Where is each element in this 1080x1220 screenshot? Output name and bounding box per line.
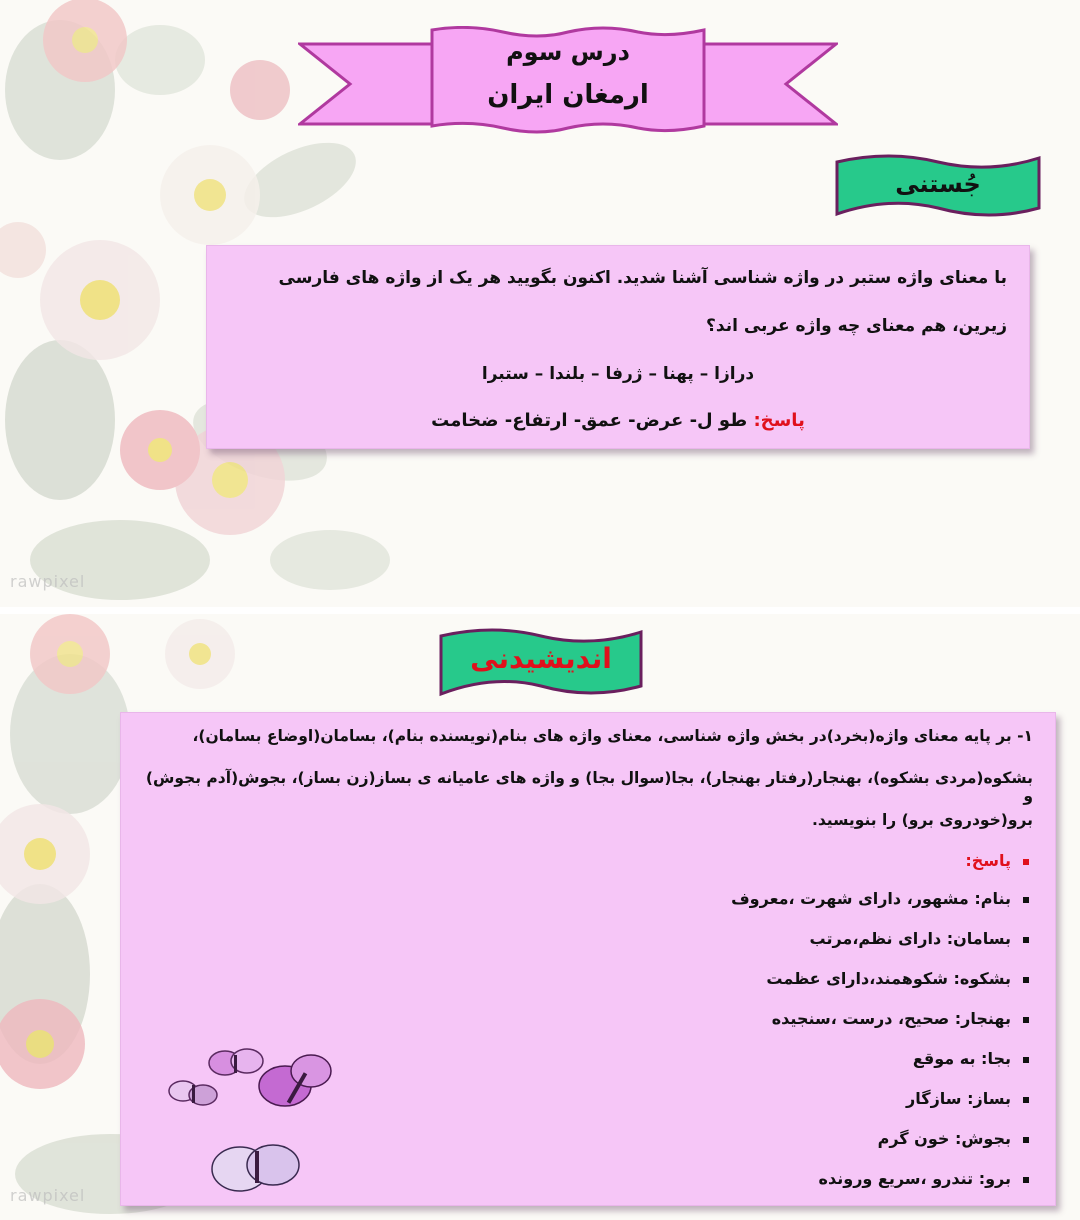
section-tag-label: جُستنی	[895, 170, 981, 198]
bullet-square-icon	[1023, 1017, 1029, 1023]
question-line-1: با معنای واژه ستبر در واژه شناسی آشنا شدید. اکنون بگویید هر یک از واژه های فارسی	[278, 268, 1007, 288]
answer-item-text: بجا: به موقع	[912, 1049, 1011, 1068]
watermark: rawpixel	[10, 1186, 86, 1205]
lesson-title: ارمغان ایران	[487, 80, 649, 110]
answer-item-text: بسامان: دارای نظم،مرتب	[809, 929, 1011, 948]
bullet-square-icon	[1023, 1137, 1029, 1143]
question-line-1: ۱- بر پایه معنای واژه(بخرد)در بخش واژه شناسی، معنای واژه های بنام(نویسنده بنام)، بسامان(اوضاع بسامان)،	[192, 727, 1033, 745]
watermark: rawpixel	[10, 572, 86, 591]
answer-item	[147, 969, 1029, 988]
section-tag-jostani	[834, 152, 1042, 220]
question-line-2: بشکوه(مردی بشکوه)، بهنجار(رفتار بهنجار)، بجا(سوال بجا) و واژه های عامیانه ی بساز(زن بساز)، بجوش(آدم بجوش) و	[145, 769, 1033, 805]
bullet-square-icon	[1023, 1097, 1029, 1103]
question-line-3: برو(خودروی برو) را بنویسید.	[811, 811, 1033, 829]
answer-item	[147, 929, 1029, 948]
content-box	[120, 712, 1056, 1206]
bullet-square-icon	[1023, 859, 1029, 865]
question-box	[206, 245, 1030, 449]
bullet-square-icon	[1023, 897, 1029, 903]
answer-line	[229, 410, 1007, 431]
bullet-square-icon	[1023, 1057, 1029, 1063]
word-list: درازا – پهنا – ژرفا – بلندا – ستبرا	[481, 364, 755, 384]
butterfly-icon	[259, 1055, 331, 1106]
title-banner	[298, 26, 838, 144]
slide-2	[0, 614, 1080, 1220]
answer-label-row	[147, 851, 1029, 870]
bullet-square-icon	[1023, 1177, 1029, 1183]
answer-item-text: بهنجار: صحیح، درست ،سنجیده	[771, 1009, 1011, 1028]
slide-separator	[0, 607, 1080, 614]
slide-1	[0, 0, 1080, 607]
answer-label: پاسخ:	[965, 851, 1011, 870]
answer-item-text: بشکوه: شکوهمند،دارای عظمت	[766, 969, 1011, 988]
section-tag-andishidani	[438, 626, 644, 700]
bullet-square-icon	[1023, 977, 1029, 983]
answer-label: پاسخ:	[753, 410, 805, 431]
answer-item-text: برو: تندرو ،سریع ورونده	[818, 1169, 1011, 1188]
question-line-2: زیرین، هم معنای چه واژه عربی اند؟	[706, 316, 1007, 336]
bullet-square-icon	[1023, 937, 1029, 943]
butterfly-icon	[209, 1049, 263, 1075]
answer-item	[147, 1009, 1029, 1028]
lesson-number: درس سوم	[506, 38, 630, 66]
butterfly-icon	[212, 1145, 299, 1191]
butterflies-illustration	[165, 1041, 345, 1201]
answer-item-text: بجوش: خون گرم	[877, 1129, 1011, 1148]
butterfly-icon	[169, 1081, 217, 1105]
section-tag-label: اندیشیدنی	[470, 642, 612, 675]
answer-item-text: بساز: سازگار	[906, 1089, 1011, 1108]
answer-item	[147, 889, 1029, 908]
answer-item-text: بنام: مشهور، دارای شهرت ،معروف	[731, 889, 1011, 908]
answer-text: طو ل- عرض- عمق- ارتفاع- ضخامت	[431, 410, 754, 431]
